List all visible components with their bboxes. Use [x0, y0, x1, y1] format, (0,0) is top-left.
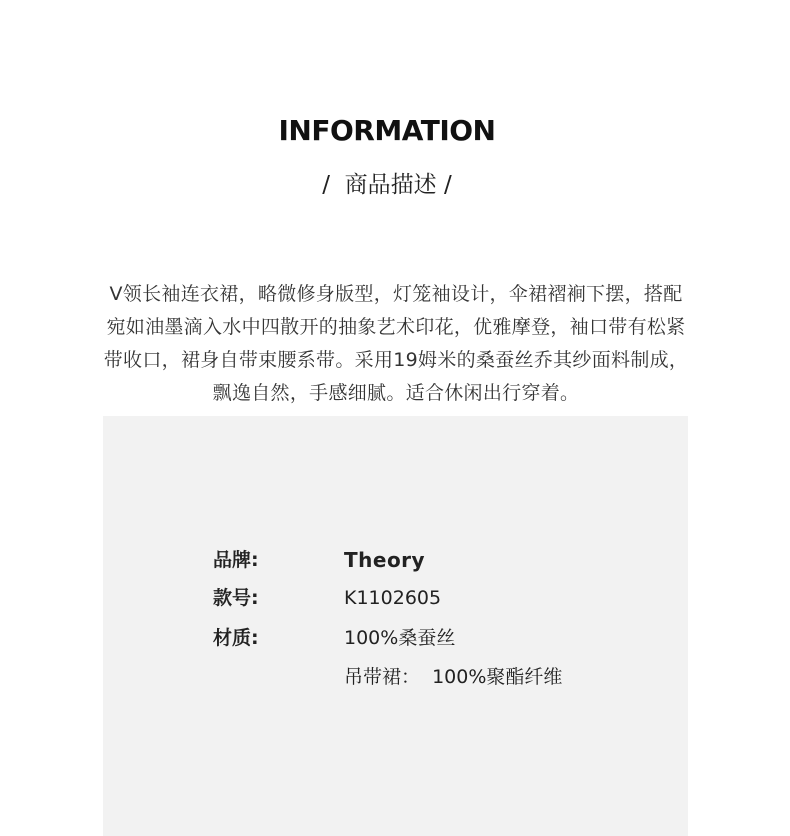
section-subtitle: / 商品描述 /	[322, 172, 452, 198]
style-number-value: K1102605	[344, 587, 442, 609]
style-number-label: 款号:	[213, 587, 259, 609]
material-value: 100%桑蚕丝	[344, 627, 456, 649]
info-panel	[103, 416, 688, 836]
page-title: INFORMATION	[278, 114, 496, 147]
brand-label: 品牌:	[213, 549, 259, 571]
brand-value: Theory	[344, 548, 426, 572]
material-extra-value: 吊带裙： 100%聚酯纤维	[344, 666, 563, 688]
product-description: V领长袖连衣裙，略微修身版型，灯笼袖设计，伞裙褶裥下摆，搭配宛如油墨滴入水中四散开的抽象艺术印花，优雅摩登，袖口带有松紧带收口，裙身自带束腰系带。采用19姆米的桑蚕丝乔其纱面料制成，飘逸自然，手感细腻。适合休闲出行穿着。	[103, 283, 689, 404]
material-label: 材质:	[213, 627, 259, 649]
